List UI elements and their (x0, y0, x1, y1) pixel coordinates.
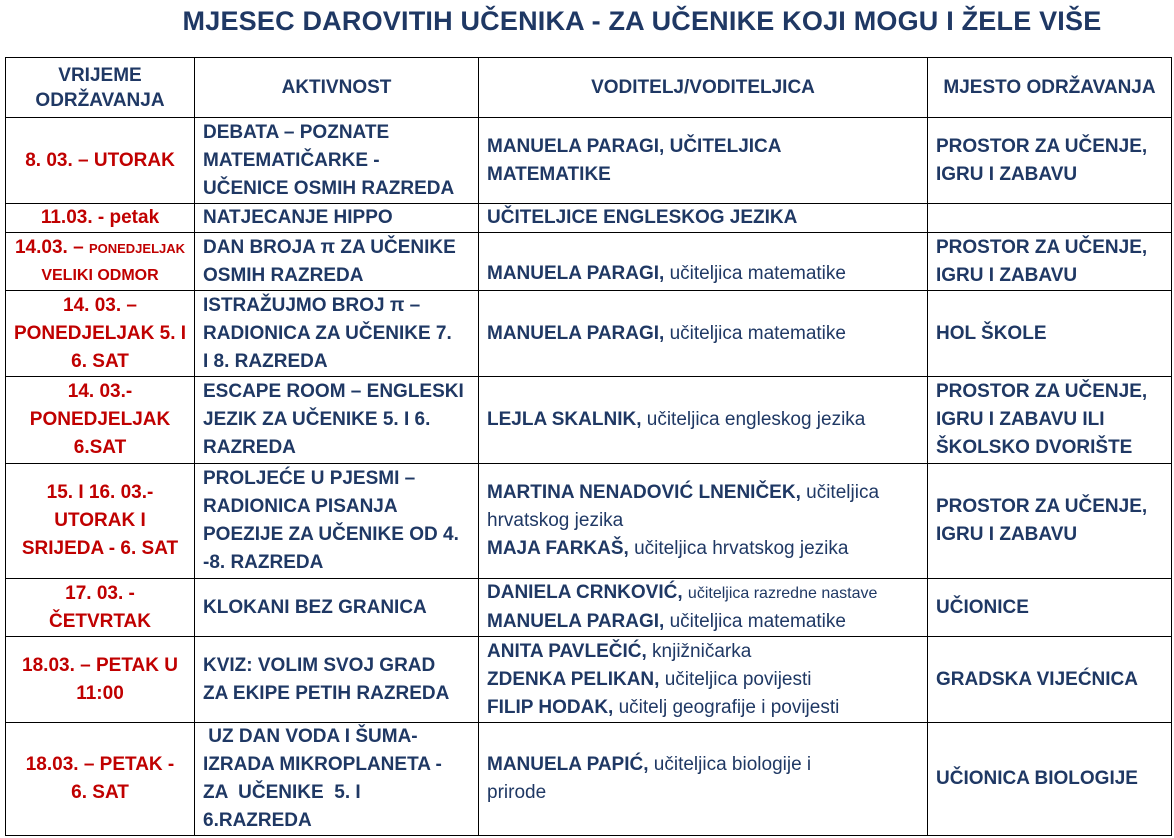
leader-role: učiteljica biologije i prirode (487, 754, 812, 803)
row-leader (479, 233, 928, 291)
row-activity: DEBATA – POZNATE MATEMATIČARKE - UČENICE OSMIH RAZREDA (195, 118, 479, 204)
table-row (6, 637, 1172, 723)
row-leader (479, 291, 928, 377)
header-time: VRIJEME ODRŽAVANJA (6, 58, 195, 118)
row-activity: KVIZ: VOLIM SVOJ GRAD ZA EKIPE PETIH RAZREDA (195, 637, 479, 723)
header-leader: VODITELJ/VODITELJICA (479, 58, 928, 118)
leader-role: učiteljica engleskog jezika (646, 409, 866, 430)
table-row (6, 723, 1172, 836)
header-place: MJESTO ODRŽAVANJA (928, 58, 1172, 118)
leader-name: MANUELA PARAGI, UČITELJICA MATEMATIKE (487, 135, 782, 185)
row-time (6, 233, 195, 291)
row-activity: ESCAPE ROOM – ENGLESKI JEZIK ZA UČENIKE 5. I 6. RAZREDA (195, 377, 479, 464)
row-activity: PROLJEĆE U PJESMI – RADIONICA PISANJA POEZIJE ZA UČENIKE OD 4. -8. RAZREDA (195, 464, 479, 579)
leader-role: knjižničarka (652, 640, 752, 662)
row-activity: ISTRAŽUJMO BROJ π – RADIONICA ZA UČENIKE 7. I 8. RAZREDA (195, 291, 479, 377)
row-time: 17. 03. - ČETVRTAK (6, 579, 195, 637)
header-activity: AKTIVNOST (195, 58, 479, 118)
table-row (6, 291, 1172, 377)
time-day: PONEDJELJAK (88, 240, 186, 256)
row-time: 8. 03. – UTORAK (6, 118, 195, 204)
row-place: PROSTOR ZA UČENJE, IGRU I ZABAVU (928, 233, 1172, 291)
row-time: 11.03. - petak (6, 204, 195, 233)
row-place: HOL ŠKOLE (928, 291, 1172, 377)
row-place: PROSTOR ZA UČENJE, IGRU I ZABAVU (928, 464, 1172, 579)
row-place: PROSTOR ZA UČENJE, IGRU I ZABAVU (928, 118, 1172, 204)
table-header-row (6, 58, 1172, 118)
row-leader (479, 579, 928, 637)
leader-name: MANUELA PARAGI, (487, 611, 670, 632)
leader-name: ZDENKA PELIKAN, (487, 668, 665, 690)
leader-name: MANUELA PARAGI, (487, 263, 670, 284)
leader-name: DANIELA CRNKOVIĆ, (487, 582, 688, 603)
table-row (6, 464, 1172, 579)
row-place: UČIONICA BIOLOGIJE (928, 723, 1172, 836)
row-place: GRADSKA VIJEĆNICA (928, 637, 1172, 723)
leader-name: MAJA FARKAŠ, (487, 538, 635, 559)
row-time: 18.03. – PETAK - 6. SAT (6, 723, 195, 836)
table-row (6, 377, 1172, 464)
page-title: MJESEC DAROVITIH UČENIKA - ZA UČENIKE KOJI MOGU I ŽELE VIŠE (182, 6, 1102, 36)
row-leader (479, 204, 928, 233)
row-place: PROSTOR ZA UČENJE, IGRU I ZABAVU ILI ŠKOLSKO DVORIŠTE (928, 377, 1172, 464)
leader-name: ANITA PAVLEČIĆ, (487, 640, 653, 662)
row-leader (479, 723, 928, 836)
schedule-table (5, 57, 1172, 836)
leader-name: UČITELJICE ENGLESKOG JEZIKA (487, 207, 798, 228)
leader-role: učiteljica matematike (669, 263, 846, 284)
row-activity: NATJECANJE HIPPO (195, 204, 479, 233)
leader-name: MANUELA PARAGI, (487, 322, 670, 344)
row-time: 14. 03. – PONEDJELJAK 5. I 6. SAT (6, 291, 195, 377)
leader-role: učiteljica razredne nastave (687, 585, 878, 602)
table-row (6, 118, 1172, 204)
row-place: UČIONICE (928, 579, 1172, 637)
leader-role: učiteljica hrvatskog jezika (487, 482, 880, 531)
row-leader (479, 118, 928, 204)
time-main: 14.03. – (14, 236, 89, 258)
time-note: VELIKI ODMOR (41, 266, 159, 284)
leader-role: učitelj geografije i povijesti (618, 696, 840, 718)
table-row (6, 204, 1172, 233)
leader-role: učiteljica matematike (669, 322, 846, 344)
row-leader (479, 377, 928, 464)
row-activity: KLOKANI BEZ GRANICA (195, 579, 479, 637)
row-activity: DAN BROJA π ZA UČENIKE OSMIH RAZREDA (195, 233, 479, 291)
row-time: 15. I 16. 03.- UTORAK I SRIJEDA - 6. SAT (6, 464, 195, 579)
row-leader (479, 637, 928, 723)
leader-role: učiteljica povijesti (664, 668, 812, 690)
row-time: 14. 03.- PONEDJELJAK 6.SAT (6, 377, 195, 464)
row-place (928, 204, 1172, 233)
leader-name: MARTINA NENADOVIĆ LNENIČEK, (487, 482, 807, 503)
row-time: 18.03. – PETAK U 11:00 (6, 637, 195, 723)
table-row (6, 233, 1172, 291)
row-activity: UZ DAN VODA I ŠUMA- IZRADA MIKROPLANETA - ZA UČENIKE 5. I 6.RAZREDA (195, 723, 479, 836)
leader-name: MANUELA PAPIĆ, (487, 754, 654, 775)
row-leader (479, 464, 928, 579)
leader-role: učiteljica matematike (669, 611, 846, 632)
table-row (6, 579, 1172, 637)
leader-name: LEJLA SKALNIK, (487, 409, 647, 430)
leader-name: FILIP HODAK, (487, 696, 619, 718)
leader-role: učiteljica hrvatskog jezika (634, 538, 849, 559)
